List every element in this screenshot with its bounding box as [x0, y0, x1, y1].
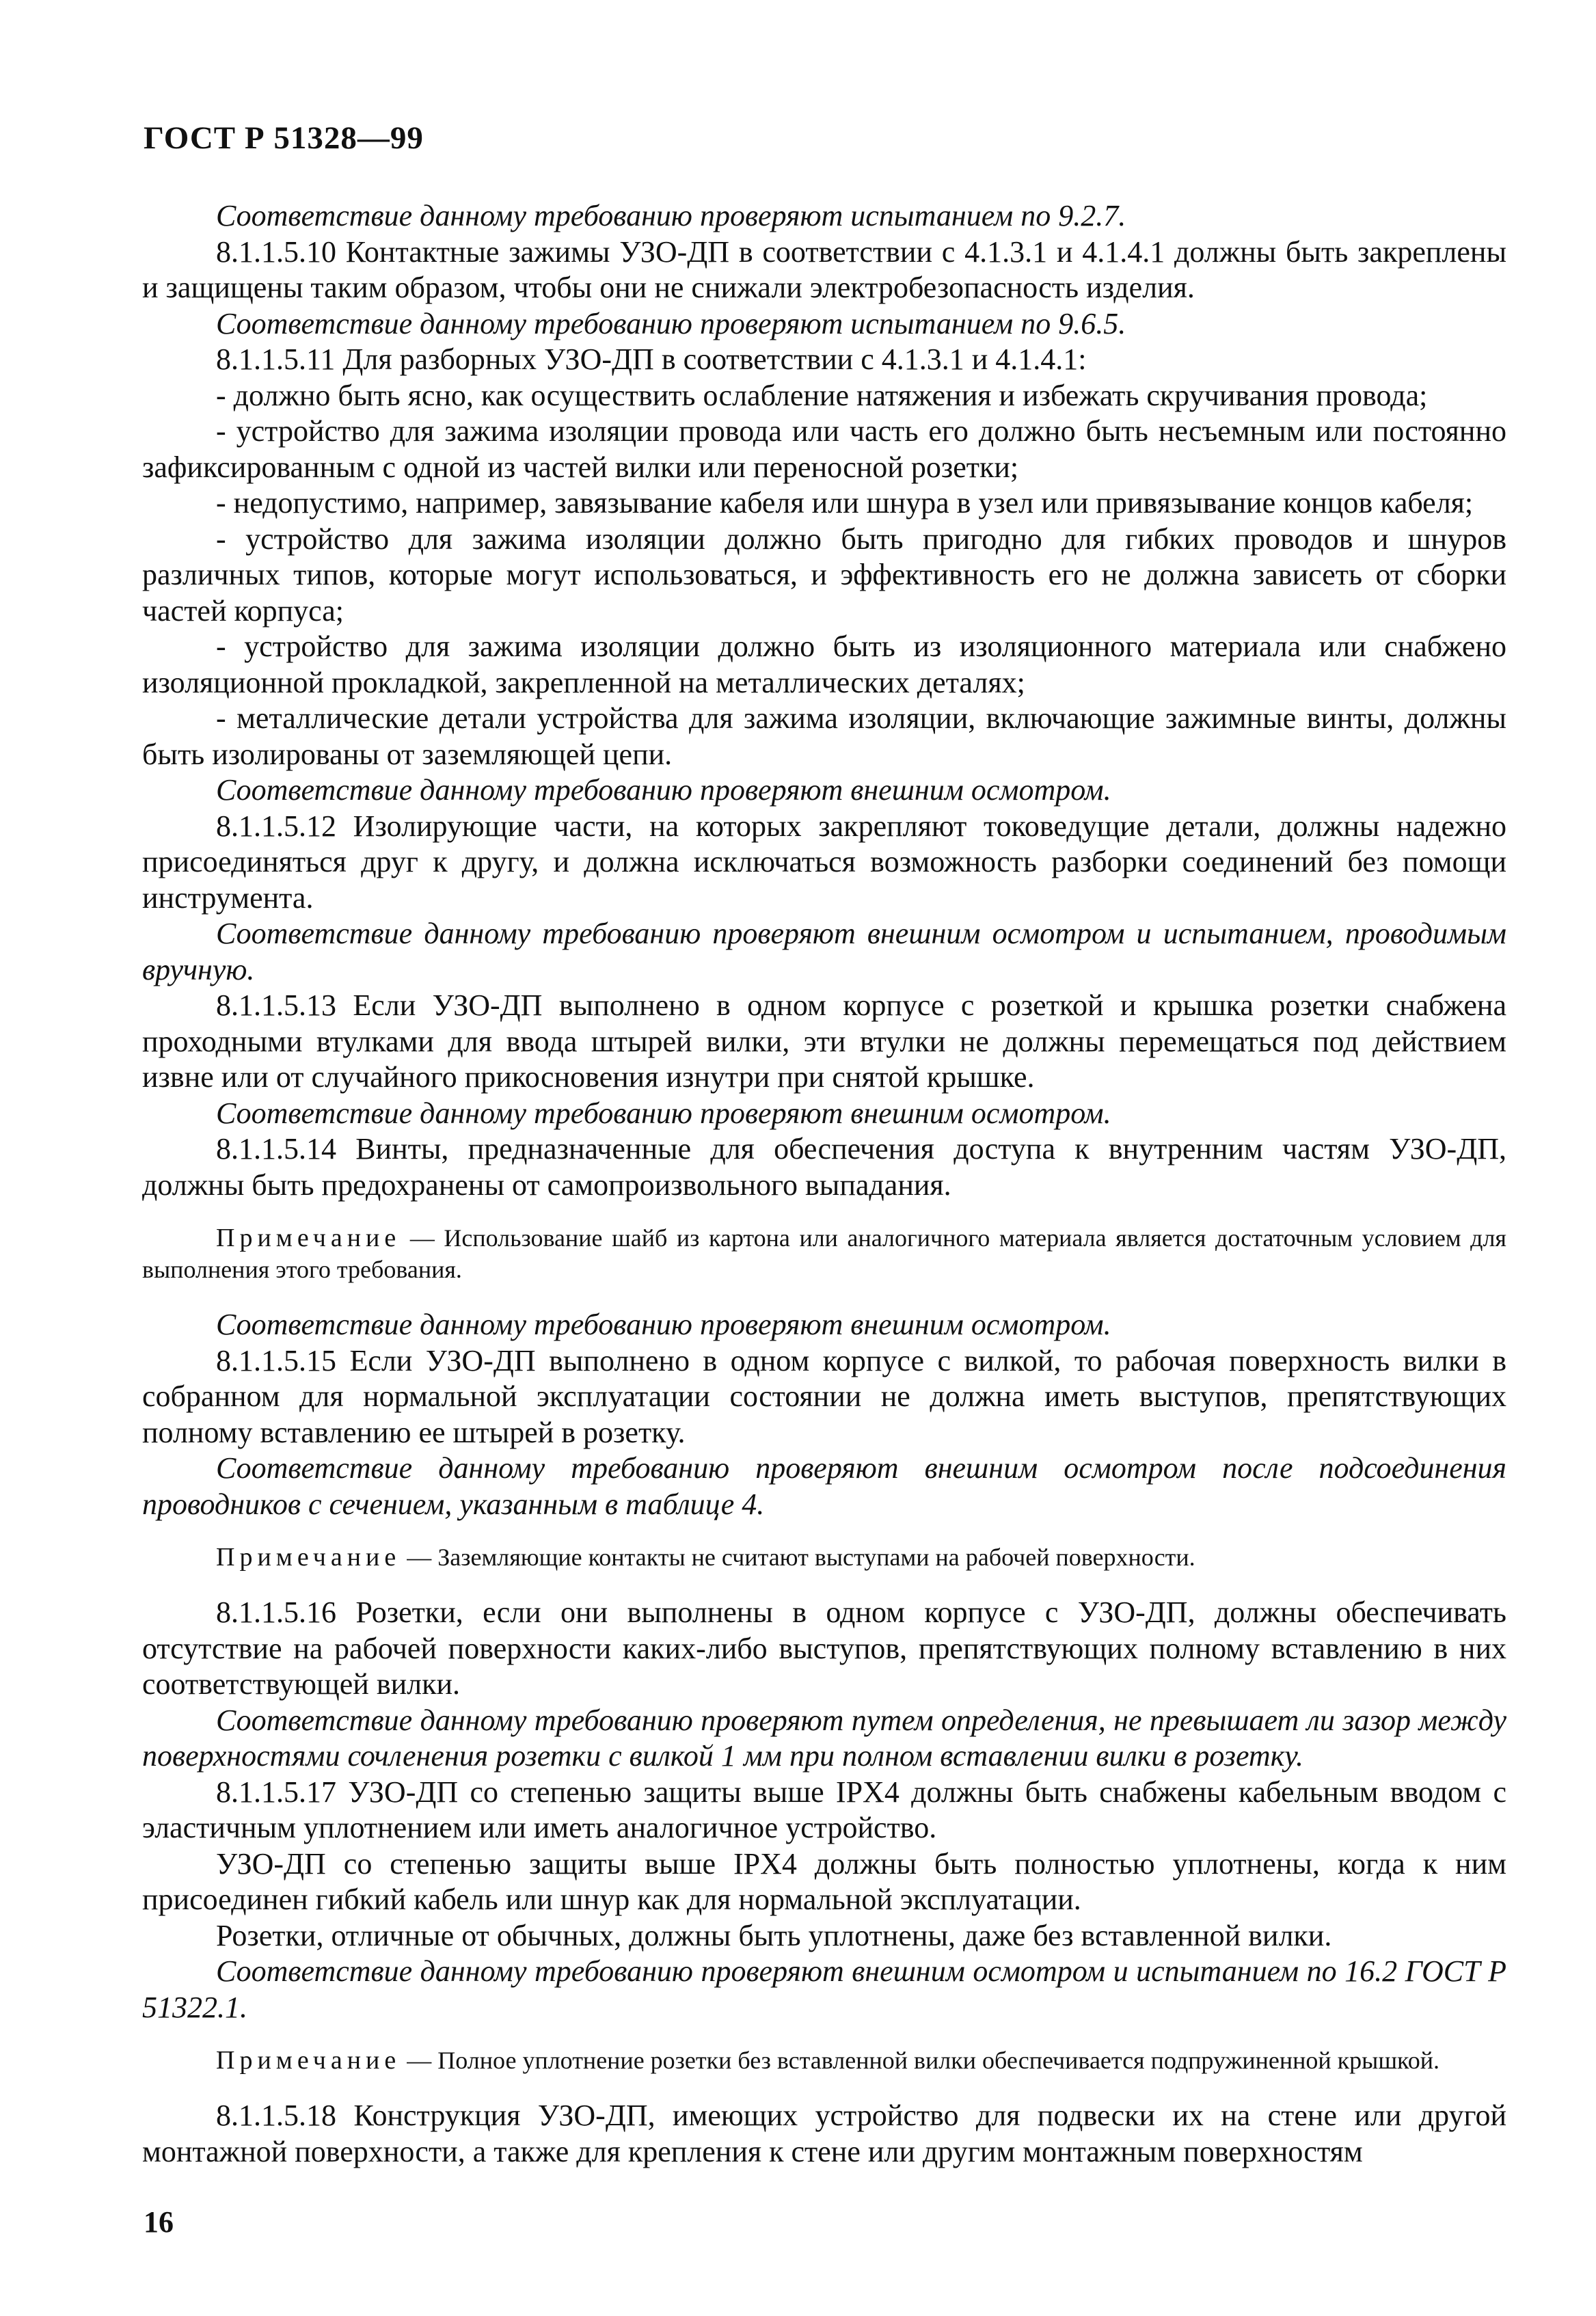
clause-paragraph: - устройство для зажима изоляции провода или часть его должно быть несъемным или постоянно зафиксированным с одной из частей вилки или переносной розетки; — [142, 414, 1506, 484]
compliance-check-paragraph: Соответствие данному требованию проверяют испытанием по 9.6.5. — [216, 306, 1126, 340]
clause-paragraph: 8.1.1.5.16 Розетки, если они выполнены в одном корпусе с УЗО-ДП, должны обеспечивать отсутствие на рабочей поверхности каких-либо выступов, препятствующих полному вставлению в них соответствующей вилки. — [142, 1595, 1506, 1701]
note-label: Примечание — [216, 1543, 401, 1572]
compliance-check-paragraph: Соответствие данному требованию проверяют внешним осмотром и испытанием, проводимым вручную. — [142, 917, 1506, 986]
clause-paragraph: 8.1.1.5.13 Если УЗО-ДП выполнено в одном корпусе с розеткой и крышка розетки снабжена проходными втулками для ввода штырей вилки, эти втулки не должны перемещаться под действием извне или от случайного прикосновения изнутри при снятой крышке. — [142, 988, 1506, 1094]
note-paragraph — [142, 1541, 1506, 1573]
note-label: Примечание — [216, 2046, 401, 2075]
note-text: — Полное уплотнение розетки без вставленной вилки обеспечивается подпружиненной крышкой. — [401, 2047, 1439, 2074]
compliance-check-paragraph: Соответствие данному требованию проверяют внешним осмотром. — [216, 1096, 1111, 1130]
clause-paragraph: - устройство для зажима изоляции должно быть из изоляционного материала или снабжено изоляционной прокладкой, закрепленной на металлических деталях; — [142, 630, 1506, 699]
clause-paragraph: 8.1.1.5.10 Контактные зажимы УЗО-ДП в соответствии с 4.1.3.1 и 4.1.4.1 должны быть закреплены и защищены таким образом, чтобы они не снижали электробезопасность изделия. — [142, 234, 1506, 304]
compliance-check-paragraph: Соответствие данному требованию проверяют внешним осмотром после подсоединения проводников с сечением, указанным в таблице 4. — [142, 1451, 1506, 1521]
clause-paragraph: УЗО-ДП со степенью защиты выше IPX4 должны быть полностью уплотнены, когда к ним присоединен гибкий кабель или шнур как для нормальной эксплуатации. — [142, 1846, 1506, 1916]
compliance-check-paragraph: Соответствие данному требованию проверяют испытанием по 9.2.7. — [216, 199, 1126, 232]
standard-header: ГОСТ Р 51328—99 — [144, 120, 424, 156]
note-paragraph — [142, 1222, 1506, 1285]
clause-paragraph: 8.1.1.5.14 Винты, предназначенные для обеспечения доступа к внутренним частям УЗО-ДП, должны быть предохранены от самопроизвольного выпадания. — [142, 1132, 1506, 1202]
page-number: 16 — [144, 2205, 174, 2239]
compliance-check-paragraph: Соответствие данному требованию проверяют внешним осмотром и испытанием по 16.2 ГОСТ Р 51322.1. — [142, 1954, 1506, 2024]
clause-paragraph: 8.1.1.5.11 Для разборных УЗО-ДП в соответствии с 4.1.3.1 и 4.1.4.1: — [216, 342, 1087, 376]
clause-paragraph: Розетки, отличные от обычных, должны быть уплотнены, даже без вставленной вилки. — [216, 1918, 1332, 1952]
compliance-check-paragraph: Соответствие данному требованию проверяют внешним осмотром. — [216, 1308, 1111, 1341]
clause-paragraph: 8.1.1.5.17 УЗО-ДП со степенью защиты выше IPX4 должны быть снабжены кабельным вводом с эластичным уплотнением или иметь аналогичное устройство. — [142, 1775, 1506, 1844]
note-text: — Использование шайб из картона или аналогичного материала является достаточным условием для выполнения этого требования. — [142, 1224, 1506, 1283]
document-body — [142, 198, 1506, 2170]
clause-paragraph: - металлические детали устройства для зажима изоляции, включающие зажимные винты, должны быть изолированы от заземляющей цепи. — [142, 701, 1506, 771]
note-label: Примечание — [216, 1224, 401, 1252]
clause-paragraph: - устройство для зажима изоляции должно быть пригодно для гибких проводов и шнуров различных типов, которые могут использоваться, и эффективность его не должна зависеть от сборки частей корпуса; — [142, 522, 1506, 628]
clause-paragraph: 8.1.1.5.15 Если УЗО-ДП выполнено в одном корпусе с вилкой, то рабочая поверхность вилки в собранном для нормальной эксплуатации состоянии не должна иметь выступов, препятствующих полному вставлению ее штырей в розетку. — [142, 1343, 1506, 1449]
clause-paragraph: 8.1.1.5.18 Конструкция УЗО-ДП, имеющих устройство для подвески их на стене или другой монтажной поверхности, а также для крепления к стене или другим монтажным поверхностям — [142, 2099, 1506, 2168]
compliance-check-paragraph: Соответствие данному требованию проверяют внешним осмотром. — [216, 773, 1111, 807]
clause-paragraph: 8.1.1.5.12 Изолирующие части, на которых закрепляют токоведущие детали, должны надежно присоединяться друг к другу, и должна исключаться возможность разборки соединений без помощи инструмента. — [142, 809, 1506, 915]
compliance-check-paragraph: Соответствие данному требованию проверяют путем определения, не превышает ли зазор между поверхностями сочленения розетки с вилкой 1 мм при полном вставлении вилки в розетку. — [142, 1703, 1506, 1773]
clause-paragraph: - недопустимо, например, завязывание кабеля или шнура в узел или привязывание концов кабеля; — [216, 486, 1474, 520]
note-text: — Заземляющие контакты не считают выступами на рабочей поверхности. — [401, 1544, 1195, 1571]
note-paragraph — [142, 2045, 1506, 2076]
clause-paragraph: - должно быть ясно, как осуществить ослабление натяжения и избежать скручивания провода; — [216, 378, 1428, 412]
